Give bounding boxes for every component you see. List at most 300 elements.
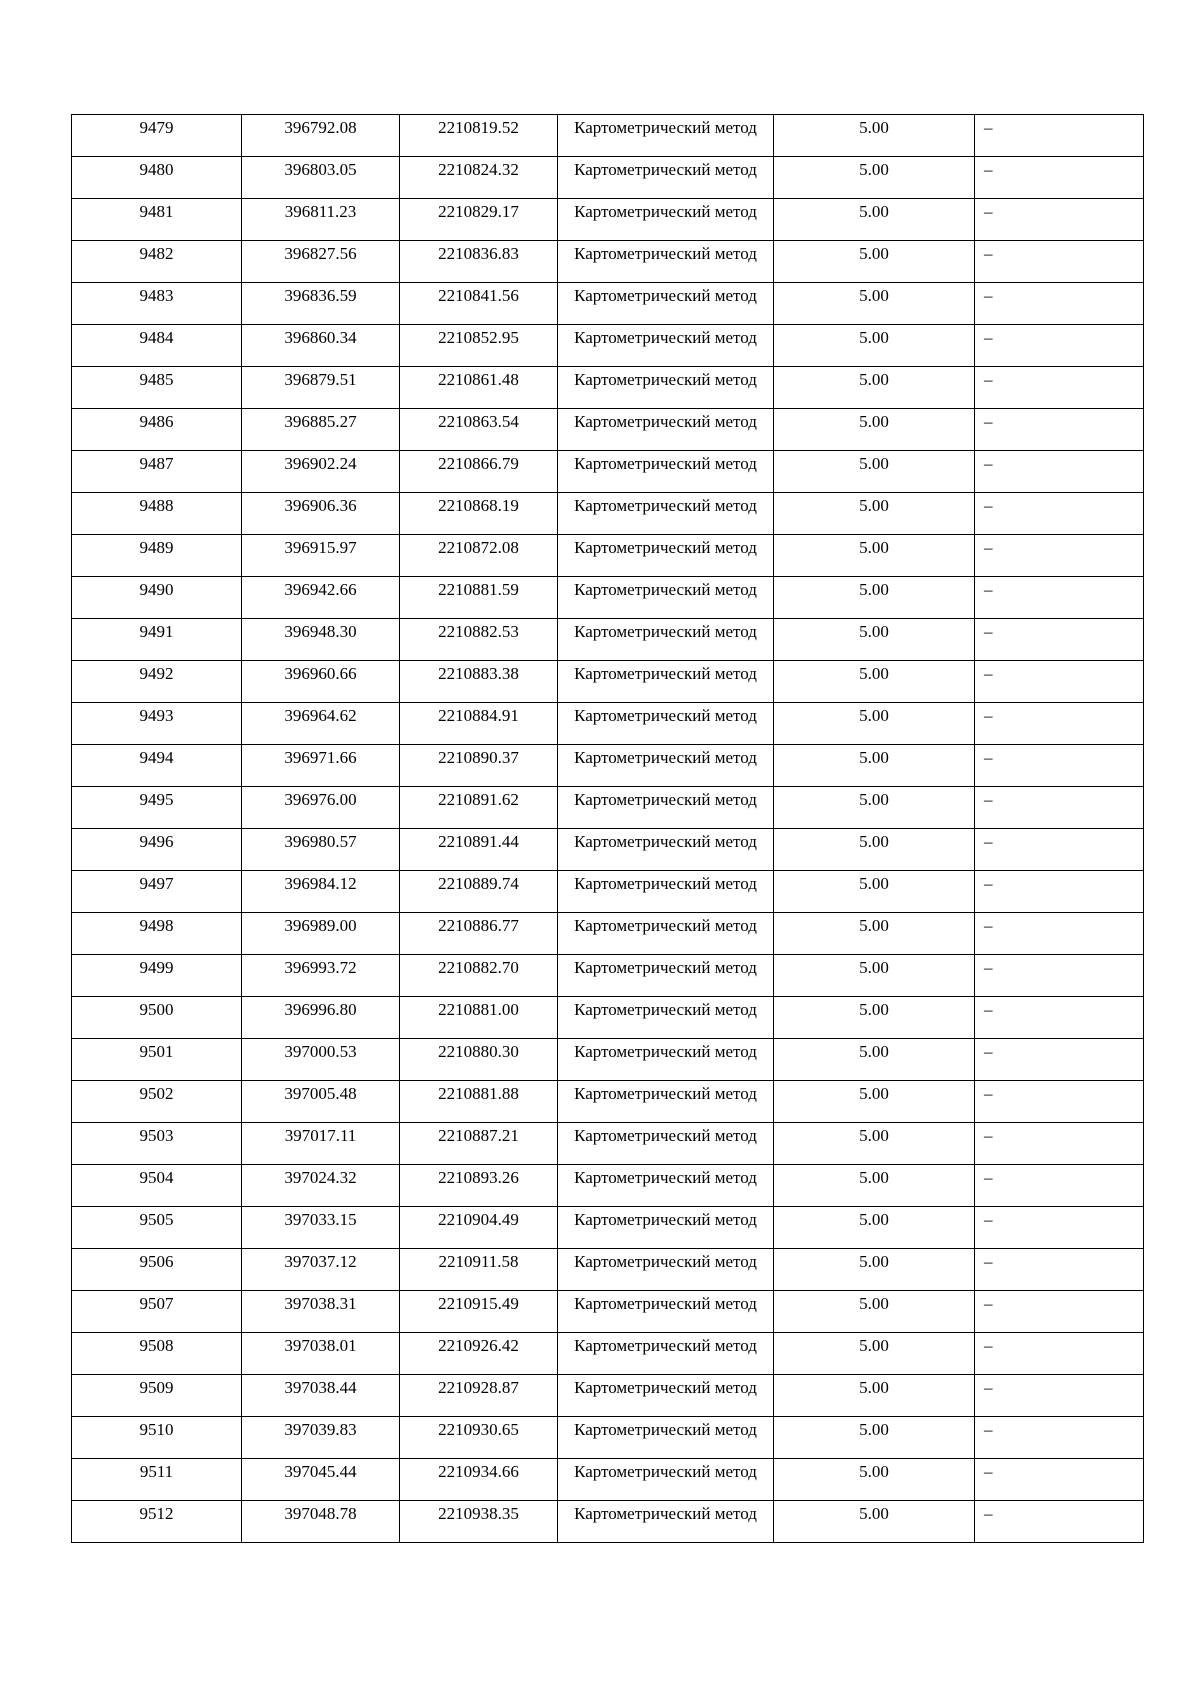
accuracy-text: 5.00 (859, 664, 889, 683)
method-cell (558, 871, 774, 913)
table-row (72, 871, 1144, 913)
point-number-cell (72, 787, 242, 829)
table-row (72, 1081, 1144, 1123)
note-text: – (984, 412, 993, 431)
y-coordinate-cell (400, 1291, 558, 1333)
note-cell (975, 787, 1144, 829)
x-coordinate-cell (242, 1291, 400, 1333)
table-row (72, 661, 1144, 703)
x-coordinate-cell (242, 577, 400, 619)
accuracy-text: 5.00 (859, 1126, 889, 1145)
x-coordinate-cell (242, 199, 400, 241)
x-coordinate-cell (242, 535, 400, 577)
x-coordinate-cell (242, 1165, 400, 1207)
accuracy-cell (774, 283, 975, 325)
accuracy-text: 5.00 (859, 118, 889, 137)
note-cell (975, 325, 1144, 367)
table-row (72, 1333, 1144, 1375)
accuracy-cell (774, 913, 975, 955)
point-number-text: 9506 (139, 1252, 174, 1271)
y-coordinate-text: 2210819.52 (438, 118, 519, 137)
note-cell (975, 577, 1144, 619)
x-coordinate-cell (242, 661, 400, 703)
note-text: – (984, 622, 993, 641)
note-text: – (984, 1000, 993, 1019)
accuracy-text: 5.00 (859, 790, 889, 809)
accuracy-text: 5.00 (859, 1084, 889, 1103)
y-coordinate-cell (400, 913, 558, 955)
note-text: – (984, 1084, 993, 1103)
method-cell (558, 745, 774, 787)
y-coordinate-text: 2210881.88 (438, 1084, 519, 1103)
note-cell (975, 871, 1144, 913)
accuracy-cell (774, 955, 975, 997)
accuracy-text: 5.00 (859, 454, 889, 473)
accuracy-cell (774, 1291, 975, 1333)
method-text: Картометрический метод (574, 1462, 757, 1481)
x-coordinate-text: 396980.57 (284, 832, 357, 851)
note-text: – (984, 664, 993, 683)
method-text: Картометрический метод (574, 202, 757, 221)
accuracy-text: 5.00 (859, 1504, 889, 1523)
note-cell (975, 955, 1144, 997)
x-coordinate-cell (242, 787, 400, 829)
method-text: Картометрический метод (574, 1000, 757, 1019)
x-coordinate-cell (242, 1501, 400, 1543)
x-coordinate-cell (242, 745, 400, 787)
accuracy-text: 5.00 (859, 874, 889, 893)
note-text: – (984, 1378, 993, 1397)
note-cell (975, 283, 1144, 325)
method-cell (558, 157, 774, 199)
point-number-text: 9485 (139, 370, 174, 389)
point-number-cell (72, 1123, 242, 1165)
note-cell (975, 661, 1144, 703)
method-text: Картометрический метод (574, 1336, 757, 1355)
point-number-cell (72, 157, 242, 199)
y-coordinate-cell (400, 997, 558, 1039)
y-coordinate-cell (400, 1417, 558, 1459)
accuracy-cell (774, 241, 975, 283)
x-coordinate-text: 397000.53 (284, 1042, 357, 1061)
note-cell (975, 1459, 1144, 1501)
method-cell (558, 619, 774, 661)
accuracy-cell (774, 577, 975, 619)
x-coordinate-text: 397005.48 (284, 1084, 357, 1103)
point-number-text: 9510 (139, 1420, 174, 1439)
note-cell (975, 1291, 1144, 1333)
point-number-text: 9501 (139, 1042, 174, 1061)
table-row (72, 787, 1144, 829)
method-cell (558, 829, 774, 871)
x-coordinate-text: 397038.01 (284, 1336, 357, 1355)
point-number-text: 9509 (139, 1378, 174, 1397)
note-text: – (984, 118, 993, 137)
y-coordinate-text: 2210841.56 (438, 286, 519, 305)
method-text: Картометрический метод (574, 1378, 757, 1397)
accuracy-text: 5.00 (859, 1210, 889, 1229)
x-coordinate-cell (242, 283, 400, 325)
table-row (72, 1417, 1144, 1459)
method-cell (558, 493, 774, 535)
method-text: Картометрический метод (574, 454, 757, 473)
accuracy-cell (774, 493, 975, 535)
point-number-cell (72, 1291, 242, 1333)
accuracy-text: 5.00 (859, 1042, 889, 1061)
method-cell (558, 367, 774, 409)
point-number-cell (72, 997, 242, 1039)
y-coordinate-cell (400, 745, 558, 787)
x-coordinate-text: 396827.56 (284, 244, 357, 263)
point-number-text: 9483 (139, 286, 174, 305)
note-cell (975, 913, 1144, 955)
accuracy-text: 5.00 (859, 496, 889, 515)
x-coordinate-text: 396948.30 (284, 622, 357, 641)
point-number-cell (72, 829, 242, 871)
method-cell (558, 997, 774, 1039)
y-coordinate-cell (400, 283, 558, 325)
accuracy-text: 5.00 (859, 958, 889, 977)
x-coordinate-text: 396989.00 (284, 916, 357, 935)
y-coordinate-cell (400, 1081, 558, 1123)
method-text: Картометрический метод (574, 1294, 757, 1313)
method-cell (558, 1165, 774, 1207)
y-coordinate-text: 2210890.37 (438, 748, 519, 767)
y-coordinate-cell (400, 1123, 558, 1165)
method-cell (558, 1501, 774, 1543)
y-coordinate-cell (400, 955, 558, 997)
y-coordinate-cell (400, 1501, 558, 1543)
point-number-text: 9511 (139, 1462, 174, 1481)
table-row (72, 157, 1144, 199)
x-coordinate-text: 397033.15 (284, 1210, 357, 1229)
note-cell (975, 619, 1144, 661)
x-coordinate-cell (242, 493, 400, 535)
y-coordinate-text: 2210881.00 (438, 1000, 519, 1019)
point-number-text: 9490 (139, 580, 174, 599)
y-coordinate-text: 2210863.54 (438, 412, 519, 431)
y-coordinate-text: 2210928.87 (438, 1378, 519, 1397)
accuracy-cell (774, 325, 975, 367)
point-number-cell (72, 367, 242, 409)
point-number-text: 9493 (139, 706, 174, 725)
x-coordinate-text: 397038.44 (284, 1378, 357, 1397)
x-coordinate-cell (242, 157, 400, 199)
point-number-cell (72, 1081, 242, 1123)
note-cell (975, 997, 1144, 1039)
point-number-cell (72, 1249, 242, 1291)
x-coordinate-text: 396960.66 (284, 664, 357, 683)
table-row (72, 997, 1144, 1039)
method-text: Картометрический метод (574, 664, 757, 683)
note-cell (975, 1039, 1144, 1081)
method-cell (558, 1333, 774, 1375)
point-number-cell (72, 535, 242, 577)
method-text: Картометрический метод (574, 1084, 757, 1103)
y-coordinate-text: 2210938.35 (438, 1504, 519, 1523)
point-number-text: 9479 (139, 118, 174, 137)
x-coordinate-cell (242, 997, 400, 1039)
table-row (72, 283, 1144, 325)
method-cell (558, 1291, 774, 1333)
table-row (72, 1207, 1144, 1249)
x-coordinate-text: 397039.83 (284, 1420, 357, 1439)
method-text: Картометрический метод (574, 916, 757, 935)
point-number-text: 9498 (139, 916, 174, 935)
point-number-text: 9487 (139, 454, 174, 473)
note-cell (975, 1165, 1144, 1207)
table-row (72, 1459, 1144, 1501)
point-number-text: 9492 (139, 664, 174, 683)
method-cell (558, 955, 774, 997)
table-row (72, 577, 1144, 619)
note-text: – (984, 244, 993, 263)
y-coordinate-text: 2210861.48 (438, 370, 519, 389)
note-text: – (984, 1252, 993, 1271)
y-coordinate-text: 2210829.17 (438, 202, 519, 221)
table-row (72, 493, 1144, 535)
x-coordinate-cell (242, 1123, 400, 1165)
accuracy-text: 5.00 (859, 1252, 889, 1271)
point-number-text: 9486 (139, 412, 174, 431)
x-coordinate-text: 396906.36 (284, 496, 357, 515)
point-number-text: 9481 (139, 202, 174, 221)
point-number-text: 9491 (139, 622, 174, 641)
y-coordinate-text: 2210852.95 (438, 328, 519, 347)
method-cell (558, 409, 774, 451)
accuracy-text: 5.00 (859, 1420, 889, 1439)
method-text: Картометрический метод (574, 118, 757, 137)
point-number-text: 9507 (139, 1294, 174, 1313)
y-coordinate-cell (400, 367, 558, 409)
method-text: Картометрический метод (574, 1210, 757, 1229)
accuracy-cell (774, 1039, 975, 1081)
table-row (72, 745, 1144, 787)
accuracy-cell (774, 871, 975, 913)
accuracy-cell (774, 199, 975, 241)
table-row (72, 955, 1144, 997)
method-text: Картометрический метод (574, 832, 757, 851)
note-text: – (984, 1420, 993, 1439)
point-number-cell (72, 1333, 242, 1375)
table-row (72, 409, 1144, 451)
method-text: Картометрический метод (574, 1420, 757, 1439)
x-coordinate-text: 396792.08 (284, 118, 357, 137)
method-cell (558, 1123, 774, 1165)
x-coordinate-cell (242, 241, 400, 283)
note-cell (975, 703, 1144, 745)
point-number-cell (72, 115, 242, 157)
y-coordinate-text: 2210934.66 (438, 1462, 519, 1481)
y-coordinate-text: 2210882.70 (438, 958, 519, 977)
x-coordinate-cell (242, 1207, 400, 1249)
point-number-text: 9484 (139, 328, 174, 347)
x-coordinate-text: 397017.11 (284, 1126, 357, 1145)
note-text: – (984, 790, 993, 809)
note-text: – (984, 958, 993, 977)
note-cell (975, 451, 1144, 493)
note-text: – (984, 1126, 993, 1145)
method-text: Картометрический метод (574, 538, 757, 557)
x-coordinate-text: 396879.51 (284, 370, 357, 389)
table-body (72, 115, 1144, 1543)
point-number-cell (72, 1207, 242, 1249)
x-coordinate-cell (242, 1459, 400, 1501)
note-text: – (984, 370, 993, 389)
coordinates-table (71, 114, 1144, 1543)
y-coordinate-text: 2210880.30 (438, 1042, 519, 1061)
note-cell (975, 115, 1144, 157)
note-text: – (984, 202, 993, 221)
accuracy-cell (774, 1081, 975, 1123)
y-coordinate-cell (400, 703, 558, 745)
y-coordinate-text: 2210872.08 (438, 538, 519, 557)
y-coordinate-cell (400, 535, 558, 577)
x-coordinate-text: 396964.62 (284, 706, 357, 725)
point-number-text: 9505 (139, 1210, 174, 1229)
accuracy-cell (774, 409, 975, 451)
note-cell (975, 535, 1144, 577)
note-text: – (984, 1336, 993, 1355)
method-text: Картометрический метод (574, 1042, 757, 1061)
note-text: – (984, 874, 993, 893)
accuracy-cell (774, 535, 975, 577)
note-cell (975, 1333, 1144, 1375)
point-number-cell (72, 661, 242, 703)
accuracy-text: 5.00 (859, 328, 889, 347)
accuracy-text: 5.00 (859, 706, 889, 725)
note-text: – (984, 496, 993, 515)
point-number-text: 9508 (139, 1336, 174, 1355)
point-number-cell (72, 703, 242, 745)
accuracy-text: 5.00 (859, 748, 889, 767)
y-coordinate-text: 2210866.79 (438, 454, 519, 473)
point-number-text: 9499 (139, 958, 174, 977)
y-coordinate-cell (400, 871, 558, 913)
table-row (72, 199, 1144, 241)
method-cell (558, 577, 774, 619)
method-text: Картометрический метод (574, 1126, 757, 1145)
method-cell (558, 199, 774, 241)
point-number-cell (72, 745, 242, 787)
note-cell (975, 1207, 1144, 1249)
method-text: Картометрический метод (574, 412, 757, 431)
accuracy-text: 5.00 (859, 538, 889, 557)
accuracy-cell (774, 661, 975, 703)
method-text: Картометрический метод (574, 1168, 757, 1187)
note-text: – (984, 580, 993, 599)
point-number-text: 9496 (139, 832, 174, 851)
table-row (72, 829, 1144, 871)
point-number-text: 9482 (139, 244, 174, 263)
accuracy-cell (774, 115, 975, 157)
point-number-text: 9500 (139, 1000, 174, 1019)
y-coordinate-text: 2210891.62 (438, 790, 519, 809)
method-cell (558, 661, 774, 703)
point-number-cell (72, 1375, 242, 1417)
x-coordinate-cell (242, 1039, 400, 1081)
method-text: Картометрический метод (574, 622, 757, 641)
accuracy-text: 5.00 (859, 916, 889, 935)
y-coordinate-cell (400, 787, 558, 829)
accuracy-text: 5.00 (859, 832, 889, 851)
method-text: Картометрический метод (574, 244, 757, 263)
method-cell (558, 1039, 774, 1081)
x-coordinate-cell (242, 1081, 400, 1123)
accuracy-text: 5.00 (859, 1462, 889, 1481)
method-cell (558, 1417, 774, 1459)
accuracy-text: 5.00 (859, 202, 889, 221)
accuracy-text: 5.00 (859, 244, 889, 263)
x-coordinate-text: 396803.05 (284, 160, 357, 179)
method-text: Картометрический метод (574, 790, 757, 809)
x-coordinate-cell (242, 1375, 400, 1417)
point-number-cell (72, 913, 242, 955)
method-text: Картометрический метод (574, 748, 757, 767)
x-coordinate-cell (242, 1249, 400, 1291)
point-number-cell (72, 241, 242, 283)
x-coordinate-text: 397024.32 (284, 1168, 357, 1187)
method-cell (558, 913, 774, 955)
x-coordinate-text: 397045.44 (284, 1462, 357, 1481)
y-coordinate-cell (400, 1207, 558, 1249)
note-cell (975, 1501, 1144, 1543)
y-coordinate-cell (400, 409, 558, 451)
accuracy-text: 5.00 (859, 412, 889, 431)
note-cell (975, 409, 1144, 451)
y-coordinate-cell (400, 577, 558, 619)
y-coordinate-text: 2210930.65 (438, 1420, 519, 1439)
x-coordinate-text: 396971.66 (284, 748, 357, 767)
note-cell (975, 1081, 1144, 1123)
note-cell (975, 1249, 1144, 1291)
note-text: – (984, 160, 993, 179)
note-text: – (984, 832, 993, 851)
note-cell (975, 1123, 1144, 1165)
x-coordinate-text: 396860.34 (284, 328, 357, 347)
accuracy-text: 5.00 (859, 622, 889, 641)
table-row (72, 619, 1144, 661)
accuracy-text: 5.00 (859, 1168, 889, 1187)
table-row (72, 1501, 1144, 1543)
method-cell (558, 325, 774, 367)
accuracy-text: 5.00 (859, 1000, 889, 1019)
y-coordinate-text: 2210887.21 (438, 1126, 519, 1145)
accuracy-cell (774, 1375, 975, 1417)
y-coordinate-cell (400, 199, 558, 241)
note-cell (975, 745, 1144, 787)
y-coordinate-cell (400, 1459, 558, 1501)
x-coordinate-text: 397037.12 (284, 1252, 357, 1271)
method-text: Картометрический метод (574, 580, 757, 599)
x-coordinate-cell (242, 913, 400, 955)
y-coordinate-text: 2210911.58 (438, 1252, 519, 1271)
note-cell (975, 493, 1144, 535)
accuracy-text: 5.00 (859, 1294, 889, 1313)
table-row (72, 325, 1144, 367)
method-cell (558, 115, 774, 157)
table-row (72, 1249, 1144, 1291)
accuracy-cell (774, 1249, 975, 1291)
accuracy-text: 5.00 (859, 286, 889, 305)
y-coordinate-cell (400, 829, 558, 871)
method-cell (558, 241, 774, 283)
note-text: – (984, 1294, 993, 1313)
point-number-cell (72, 283, 242, 325)
point-number-cell (72, 199, 242, 241)
table-row (72, 535, 1144, 577)
x-coordinate-text: 396836.59 (284, 286, 357, 305)
